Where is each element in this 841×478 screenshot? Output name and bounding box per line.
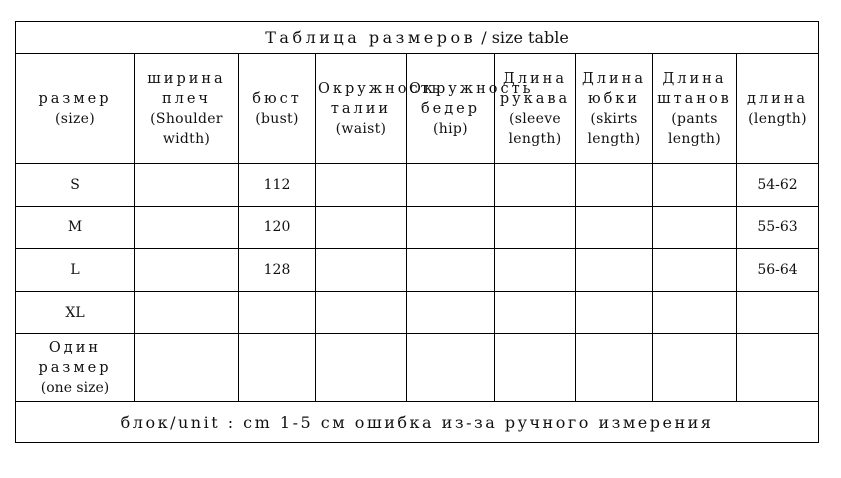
header-length <box>737 54 819 164</box>
cell-bust: 128 <box>239 249 316 292</box>
cell-bust: 120 <box>239 206 316 249</box>
header-label-ru: размер <box>38 90 112 107</box>
size-table <box>15 21 819 443</box>
cell-pants-length <box>653 291 737 334</box>
cell-sleeve-length <box>495 291 576 334</box>
header-label-en: (size) <box>54 110 96 127</box>
size-label: M <box>16 206 135 249</box>
cell-skirts-length <box>576 334 653 402</box>
cell-pants-length <box>653 206 737 249</box>
cell-pants-length <box>653 164 737 207</box>
table-row-s <box>16 164 819 207</box>
cell-skirts-length <box>576 249 653 292</box>
table-title-en: / size table <box>481 28 569 48</box>
header-label-en: (bust) <box>255 110 299 127</box>
cell-shoulder-width <box>135 206 239 249</box>
header-label-ru: ширина плеч <box>147 70 226 107</box>
cell-shoulder-width <box>135 334 239 402</box>
cell-waist <box>316 249 407 292</box>
header-label-ru: Окружность бедер <box>409 80 534 117</box>
cell-length: 55-63 <box>737 206 819 249</box>
header-shoulder-width <box>135 54 239 164</box>
size-label: XL <box>16 291 135 334</box>
cell-skirts-length <box>576 164 653 207</box>
size-label-one-size <box>16 334 135 402</box>
cell-length <box>737 291 819 334</box>
table-row-xl <box>16 291 819 334</box>
cell-length: 56-64 <box>737 249 819 292</box>
cell-hip <box>407 334 495 402</box>
cell-pants-length <box>653 334 737 402</box>
cell-pants-length <box>653 249 737 292</box>
size-label: S <box>16 164 135 207</box>
cell-shoulder-width <box>135 164 239 207</box>
table-title-ru: Таблица размеров <box>265 28 477 48</box>
header-row <box>16 54 819 164</box>
cell-length: 54-62 <box>737 164 819 207</box>
cell-waist <box>316 164 407 207</box>
cell-skirts-length <box>576 291 653 334</box>
header-label-ru: Окружность талии <box>318 80 443 117</box>
header-hip <box>407 54 534 164</box>
header-label-ru: Длина юбки <box>582 70 646 107</box>
cell-sleeve-length <box>495 164 576 207</box>
cell-hip <box>407 206 495 249</box>
cell-bust <box>239 334 316 402</box>
header-label-en: (length) <box>748 110 807 127</box>
cell-sleeve-length <box>495 249 576 292</box>
cell-sleeve-length <box>495 334 576 402</box>
header-label-en: (hip) <box>433 120 468 137</box>
cell-bust: 112 <box>239 164 316 207</box>
measurement-note: блок/unit : cm 1-5 см ошибка из-за ручного измерения <box>16 402 819 443</box>
table-row-one-size <box>16 334 819 402</box>
cell-shoulder-width <box>135 249 239 292</box>
cell-sleeve-length <box>495 206 576 249</box>
one-size-label-ru: Один размер <box>38 339 112 376</box>
header-pants-length <box>653 54 737 164</box>
cell-hip <box>407 249 495 292</box>
header-label-en: (waist) <box>335 120 387 137</box>
cell-skirts-length <box>576 206 653 249</box>
size-label: L <box>16 249 135 292</box>
header-sleeve-length <box>495 54 576 164</box>
one-size-label-en: (one size) <box>40 379 110 396</box>
cell-waist <box>316 334 407 402</box>
header-bust <box>239 54 316 164</box>
header-label-ru: Длина штанов <box>657 70 732 107</box>
header-label-ru: Длина рукава <box>499 70 571 107</box>
header-label-en: (sleeve length) <box>508 110 562 147</box>
header-label-en: (skirts length) <box>587 110 641 147</box>
header-label-ru: длина <box>746 90 809 107</box>
cell-waist <box>316 291 407 334</box>
header-size <box>16 54 135 164</box>
table-title <box>16 22 819 54</box>
cell-length <box>737 334 819 402</box>
header-skirts-length <box>576 54 653 164</box>
cell-bust <box>239 291 316 334</box>
cell-waist <box>316 206 407 249</box>
cell-hip <box>407 291 495 334</box>
cell-shoulder-width <box>135 291 239 334</box>
header-label-en: (pants length) <box>668 110 721 147</box>
table-row-l <box>16 249 819 292</box>
header-label-ru: бюст <box>252 90 302 107</box>
header-label-en: (Shoulder width) <box>150 110 223 147</box>
table-row-m <box>16 206 819 249</box>
header-waist <box>316 54 443 164</box>
cell-hip <box>407 164 495 207</box>
